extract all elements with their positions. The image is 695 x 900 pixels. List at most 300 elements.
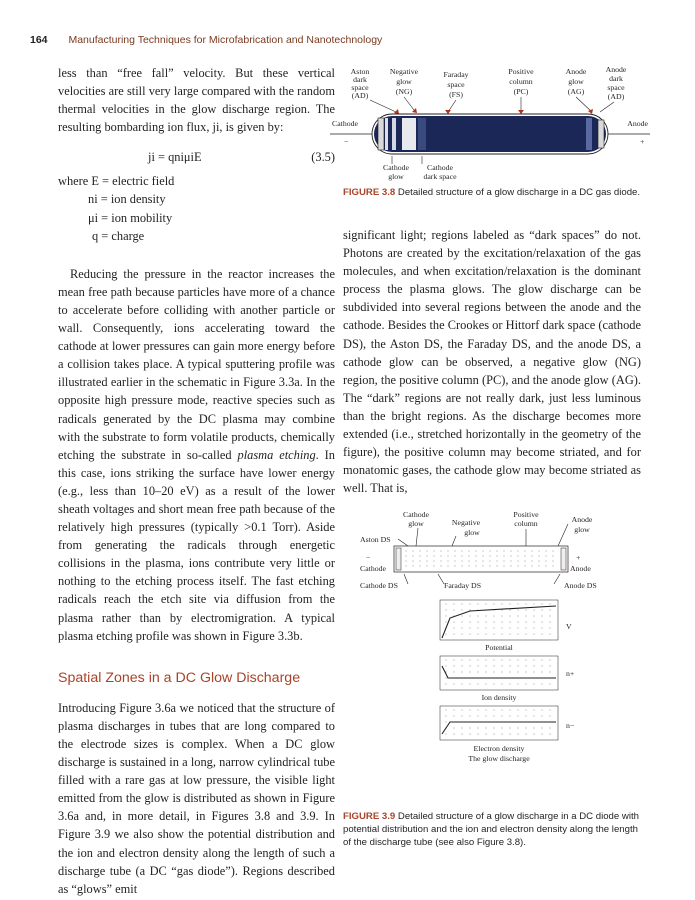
leader-line [576, 97, 592, 112]
grid-dot [525, 665, 526, 666]
grid-dot [501, 615, 502, 616]
faraday-ds-label: Faraday DS [444, 581, 482, 590]
anode-glow-label-1: Anode [571, 515, 593, 524]
grid-dot [493, 615, 494, 616]
paragraph: significant light; regions labeled as “dark spaces” do not. Photons are created by the excitation/relaxation of the gas molecules, and when excitation/relaxation is the dominant process the plasma glows. The glow discharge can be subdivided into several regions between the anode and the cathode. Besides the Crookes or Hittorf dark space (cathode DS), the Aston DS, the Faraday DS, and the anode DS, a cathode glow can be observed, a negative glow (NG) region, the positive column (PC), and the anode glow (AG). The “dark” regions are not really dark, just less luminous than the bright regions. As the discharge becomes more extended (i.e., stretched horizontally in the geometry of the figure), the positive column may become striated, and for monatomic gases, the cathode glow may become striated as well. That is, [343, 228, 641, 496]
grid-dot [445, 683, 446, 684]
right-column [343, 226, 641, 497]
positive-column-label-2: column [514, 519, 538, 528]
grid-dot [517, 715, 518, 716]
grid-dot [461, 603, 462, 604]
electron-density-axis-label: n− [566, 721, 575, 730]
figure-3-8-diagram [330, 60, 650, 182]
grid-dot [405, 550, 406, 551]
grid-dot [541, 603, 542, 604]
definition-line: μi = ion mobility [88, 210, 173, 225]
grid-dot [509, 727, 510, 728]
grid-dot [485, 603, 486, 604]
grid-dot [405, 555, 406, 556]
grid-dot [533, 621, 534, 622]
grid-dot [493, 709, 494, 710]
grid-dot [533, 671, 534, 672]
cathode-glow-label-1: Cathode [383, 163, 409, 172]
grid-dot [485, 633, 486, 634]
grid-dot [477, 621, 478, 622]
grid-dot [533, 665, 534, 666]
grid-dot [477, 633, 478, 634]
page-number: 164 [30, 34, 48, 46]
grid-dot [445, 659, 446, 660]
grid-dot [541, 733, 542, 734]
running-header [30, 34, 382, 46]
grid-dot [469, 683, 470, 684]
grid-dot [517, 709, 518, 710]
grid-dot [477, 709, 478, 710]
grid-dot [533, 609, 534, 610]
grid-dot [510, 560, 511, 561]
grid-dot [485, 621, 486, 622]
grid-dot [469, 733, 470, 734]
grid-dot [447, 560, 448, 561]
definition-line: where E = electric field [58, 174, 175, 189]
grid-dot [533, 615, 534, 616]
grid-dot [445, 615, 446, 616]
grid-dot [477, 727, 478, 728]
grid-dot [552, 555, 553, 556]
label-negative-3: (NG) [395, 87, 413, 96]
grid-dot [517, 727, 518, 728]
ion-density-caption: Ion density [481, 693, 517, 702]
ion-density-axis-label: n+ [566, 669, 575, 678]
figure-3-8-caption [343, 186, 643, 199]
grid-dot [533, 727, 534, 728]
potential-panel [440, 600, 558, 640]
arrow-head [588, 109, 593, 114]
label-anode-glow-2: glow [568, 77, 584, 86]
grid-dot [453, 627, 454, 628]
grid-dot [477, 665, 478, 666]
label-aston-2: dark [353, 75, 367, 84]
grid-dot [453, 633, 454, 634]
grid-dot [453, 727, 454, 728]
grid-dot [493, 727, 494, 728]
label-anode-dark-3: space [607, 83, 625, 92]
grid-dot [509, 709, 510, 710]
cathode-plate [378, 118, 384, 150]
grid-dot [524, 560, 525, 561]
grid-dot [461, 709, 462, 710]
grid-dot [549, 733, 550, 734]
label-faraday-1: Faraday [443, 70, 469, 79]
grid-dot [496, 560, 497, 561]
grid-dot [493, 665, 494, 666]
caption-text: Detailed structure of a glow discharge in a DC gas diode. [397, 187, 641, 198]
grid-dot [552, 550, 553, 551]
grid-dot [509, 733, 510, 734]
label-aston-3: space [351, 83, 369, 92]
grid-dot [461, 733, 462, 734]
grid-dot [485, 727, 486, 728]
paragraph: less than “free fall” velocity. But these vertical velocities are still very large compared with the random thermal velocities in the glow discharge region. The resulting bombarding ion flux, ji, is given by: [58, 66, 335, 135]
grid-dot [412, 550, 413, 551]
grid-dot [477, 683, 478, 684]
grid-dot [549, 603, 550, 604]
paragraph [58, 265, 335, 645]
grid-dot [461, 621, 462, 622]
label-aston-1: Aston [350, 67, 370, 76]
grid-dot [469, 665, 470, 666]
grid-dot [517, 615, 518, 616]
grid-dot [524, 550, 525, 551]
potential-caption: Potential [485, 643, 513, 652]
arrow-head [445, 110, 451, 114]
grid-dot [445, 609, 446, 610]
grid-dot [461, 727, 462, 728]
grid-dot [517, 609, 518, 610]
grid-dot [454, 555, 455, 556]
grid-dot [482, 550, 483, 551]
grid-dot [549, 633, 550, 634]
grid-dot [469, 659, 470, 660]
cathode-plate [396, 548, 401, 570]
grid-dot [485, 715, 486, 716]
grid-dot [525, 659, 526, 660]
grid-dot [433, 555, 434, 556]
grid-dot [517, 550, 518, 551]
grid-dot [503, 550, 504, 551]
grid-dot [469, 609, 470, 610]
grid-dot [485, 627, 486, 628]
grid-dot [525, 609, 526, 610]
grid-dot [525, 671, 526, 672]
glow-discharge-caption: The glow discharge [468, 754, 530, 763]
negative-glow-label-2: glow [464, 528, 480, 537]
grid-dot [509, 665, 510, 666]
grid-dot [541, 633, 542, 634]
negative-glow-label-1: Negative [451, 518, 481, 527]
grid-dot [445, 677, 446, 678]
grid-dot [469, 621, 470, 622]
grid-dot [461, 633, 462, 634]
grid-dot [545, 560, 546, 561]
equation-row [58, 146, 335, 168]
grid-dot [541, 683, 542, 684]
grid-dot [517, 633, 518, 634]
leader-line [404, 97, 414, 110]
label-positive-2: column [509, 77, 533, 86]
label-faraday-3: (FS) [449, 90, 463, 99]
grid-dot [533, 709, 534, 710]
grid-dot [419, 550, 420, 551]
definition-line: ni = ion density [88, 192, 166, 207]
grid-dot [477, 733, 478, 734]
grid-dot [525, 615, 526, 616]
leader-line [452, 536, 456, 546]
grid-dot [509, 603, 510, 604]
grid-dot [477, 627, 478, 628]
grid-dot [489, 555, 490, 556]
grid-dot [549, 715, 550, 716]
grid-dot [482, 565, 483, 566]
grid-dot [541, 671, 542, 672]
variable-definitions [58, 172, 335, 244]
grid-dot [541, 627, 542, 628]
positive-column-label-1: Positive [513, 510, 539, 519]
anode-plate [561, 548, 566, 570]
grid-dot [453, 671, 454, 672]
cathode-minus: − [344, 137, 349, 146]
grid-dot [485, 683, 486, 684]
grid-dot [517, 560, 518, 561]
grid-dot [517, 565, 518, 566]
grid-dot [541, 715, 542, 716]
grid-dot [503, 565, 504, 566]
grid-dot [477, 659, 478, 660]
grid-dot [468, 550, 469, 551]
grid-dot [469, 709, 470, 710]
grid-dot [453, 709, 454, 710]
leader-line [398, 539, 408, 546]
grid-dot [453, 665, 454, 666]
minus-sign: − [366, 553, 371, 562]
grid-dot [549, 665, 550, 666]
grid-dot [525, 715, 526, 716]
grid-dot [475, 550, 476, 551]
grid-dot [469, 715, 470, 716]
grid-dot [447, 555, 448, 556]
grid-dot [549, 615, 550, 616]
caption-label: FIGURE 3.8 [343, 187, 396, 198]
cathode-glow-label-2: glow [388, 172, 404, 181]
grid-dot [517, 603, 518, 604]
grid-dot [454, 560, 455, 561]
grid-dot [433, 560, 434, 561]
leader-line [600, 102, 614, 112]
grid-dot [445, 709, 446, 710]
grid-dot [461, 671, 462, 672]
label-negative-2: glow [396, 77, 412, 86]
grid-dot [461, 565, 462, 566]
grid-dot [477, 671, 478, 672]
grid-dot [468, 555, 469, 556]
grid-dot [469, 627, 470, 628]
grid-dot [510, 550, 511, 551]
grid-dot [509, 683, 510, 684]
grid-dot [549, 683, 550, 684]
grid-dot [469, 727, 470, 728]
grid-dot [453, 603, 454, 604]
label-anode-glow-1: Anode [565, 67, 587, 76]
grid-dot [510, 565, 511, 566]
grid-dot [541, 727, 542, 728]
grid-dot [501, 727, 502, 728]
grid-dot [445, 621, 446, 622]
grid-dot [412, 555, 413, 556]
grid-dot [525, 683, 526, 684]
grid-dot [426, 560, 427, 561]
potential-axis-label: V [566, 622, 572, 631]
grid-dot [405, 560, 406, 561]
grid-dot [493, 671, 494, 672]
grid-dot [545, 550, 546, 551]
grid-dot [549, 671, 550, 672]
cathode-label: Cathode [360, 564, 386, 573]
section-heading: Spatial Zones in a DC Glow Discharge [58, 669, 301, 686]
grid-dot [549, 609, 550, 610]
grid-dot [493, 621, 494, 622]
grid-dot [485, 733, 486, 734]
grid-dot [496, 555, 497, 556]
anode-label: Anode [627, 119, 648, 128]
grid-dot [482, 555, 483, 556]
grid-dot [533, 603, 534, 604]
grid-dot [509, 715, 510, 716]
grid-dot [453, 715, 454, 716]
grid-dot [461, 683, 462, 684]
grid-dot [510, 555, 511, 556]
caption-label: FIGURE 3.9 [343, 811, 396, 822]
grid-dot [509, 615, 510, 616]
grid-dot [496, 565, 497, 566]
grid-dot [509, 609, 510, 610]
grid-dot [461, 615, 462, 616]
grid-dot [461, 659, 462, 660]
label-aston-4: (AD) [351, 91, 369, 100]
aston-ds-label: Aston DS [360, 535, 391, 544]
grid-dot [501, 621, 502, 622]
grid-dot [485, 671, 486, 672]
grid-dot [501, 671, 502, 672]
grid-dot [531, 560, 532, 561]
grid-dot [493, 733, 494, 734]
grid-dot [503, 555, 504, 556]
grid-dot [433, 565, 434, 566]
grid-dot [461, 715, 462, 716]
grid-dot [503, 560, 504, 561]
grid-dot [445, 633, 446, 634]
grid-dot [517, 733, 518, 734]
grid-dot [517, 671, 518, 672]
grid-dot [552, 565, 553, 566]
leader-line [554, 574, 560, 584]
grid-dot [461, 665, 462, 666]
definition-line: q = charge [92, 228, 145, 243]
grid-dot [469, 603, 470, 604]
grid-dot [445, 603, 446, 604]
grid-dot [412, 565, 413, 566]
text-run: . In this case, ions striking the surface have lower energy (e.g., less than 10–20 eV) as a result of the lower sheath voltages and short mean free path because of the relatively high pressures (typically >0.1 Torr). Aside from generating the radicals through energetic collisions in the plasma, ions contribute very little or nothing to the etching process itself. The fast etching radicals reach the etch site via diffusion from the plasma rather than by electromigration. A typical plasma etching profile was shown in Figure 3.3b. [58, 447, 335, 643]
grid-dot [525, 633, 526, 634]
grid-dot [412, 560, 413, 561]
grid-dot [509, 659, 510, 660]
grid-dot [545, 555, 546, 556]
leader-line [370, 100, 396, 112]
grid-dot [501, 633, 502, 634]
grid-dot [517, 683, 518, 684]
grid-dot [419, 565, 420, 566]
grid-dot [525, 621, 526, 622]
anode-glow-label-2: glow [574, 525, 590, 534]
leader-line [416, 528, 418, 546]
ion-density-panel [440, 656, 558, 690]
equation-3-5: ji = qniμiE [148, 150, 202, 165]
grid-dot [447, 565, 448, 566]
grid-dot [426, 550, 427, 551]
grid-dot [469, 671, 470, 672]
grid-dot [426, 565, 427, 566]
tube-body [394, 546, 568, 572]
grid-dot [509, 671, 510, 672]
grid-dot [485, 709, 486, 710]
cathode-ds-label: Cathode DS [360, 581, 398, 590]
label-anode-glow-3: (AG) [567, 87, 585, 96]
grid-dot [501, 709, 502, 710]
grid-dot [541, 609, 542, 610]
caption-text: Detailed structure of a glow discharge in a DC diode with potential distribution and the ion and electron density along the length of the discharge tube (see also Figure 3.8). [343, 811, 639, 848]
electron-density-panel [440, 706, 558, 740]
label-anode-dark-2: dark [609, 74, 623, 83]
label-anode-dark-4: (AD) [607, 92, 625, 101]
grid-dot [541, 709, 542, 710]
grid-dot [445, 733, 446, 734]
grid-dot [469, 615, 470, 616]
label-negative-1: Negative [389, 67, 419, 76]
grid-dot [525, 709, 526, 710]
grid-dot [524, 555, 525, 556]
grid-dot [475, 565, 476, 566]
grid-dot [541, 615, 542, 616]
grid-dot [549, 621, 550, 622]
cathode-glow-label-1: Cathode [403, 510, 429, 519]
grid-dot [419, 555, 420, 556]
grid-dot [477, 715, 478, 716]
left-column [58, 64, 335, 898]
grid-dot [493, 683, 494, 684]
arrow-head [518, 110, 524, 114]
grid-dot [445, 721, 446, 722]
grid-dot [501, 627, 502, 628]
grid-dot [501, 715, 502, 716]
faraday-band [418, 118, 426, 150]
grid-dot [541, 659, 542, 660]
cathode-dark-label-2: dark space [423, 172, 457, 181]
grid-dot [461, 609, 462, 610]
label-faraday-2: space [447, 80, 465, 89]
grid-dot [549, 627, 550, 628]
grid-dot [552, 560, 553, 561]
grid-dot [517, 665, 518, 666]
grid-dot [461, 550, 462, 551]
grid-dot [468, 565, 469, 566]
anode-ds-label: Anode DS [564, 581, 597, 590]
grid-dot [533, 627, 534, 628]
grid-dot [509, 621, 510, 622]
grid-dot [440, 565, 441, 566]
anode-label: Anode [570, 564, 591, 573]
grid-dot [509, 633, 510, 634]
text-run: Reducing the pressure in the reactor increases the mean free path because particles have more of a chance to accelerate before colliding with another particle or wall. Consequently, ions accelerating toward the cathode at lower pressures can gain more energy before a collision takes place. A typical sputtering profile was illustrated earlier in the schematic in Figure 3.3a. In the opposite high pressure mode, reactive species such as radicals generated by the DC plasma may combine with the substrate to form volatile products, chemically etching the substrate in so-called [58, 266, 335, 462]
grid-dot [533, 733, 534, 734]
grid-dot [525, 727, 526, 728]
grid-dot [493, 627, 494, 628]
grid-dot [489, 560, 490, 561]
grid-dot [453, 733, 454, 734]
grid-dot [453, 609, 454, 610]
grid-dot [454, 550, 455, 551]
grid-dot [501, 683, 502, 684]
leader-line [558, 524, 568, 546]
cathode-glow-label-2: glow [408, 519, 424, 528]
